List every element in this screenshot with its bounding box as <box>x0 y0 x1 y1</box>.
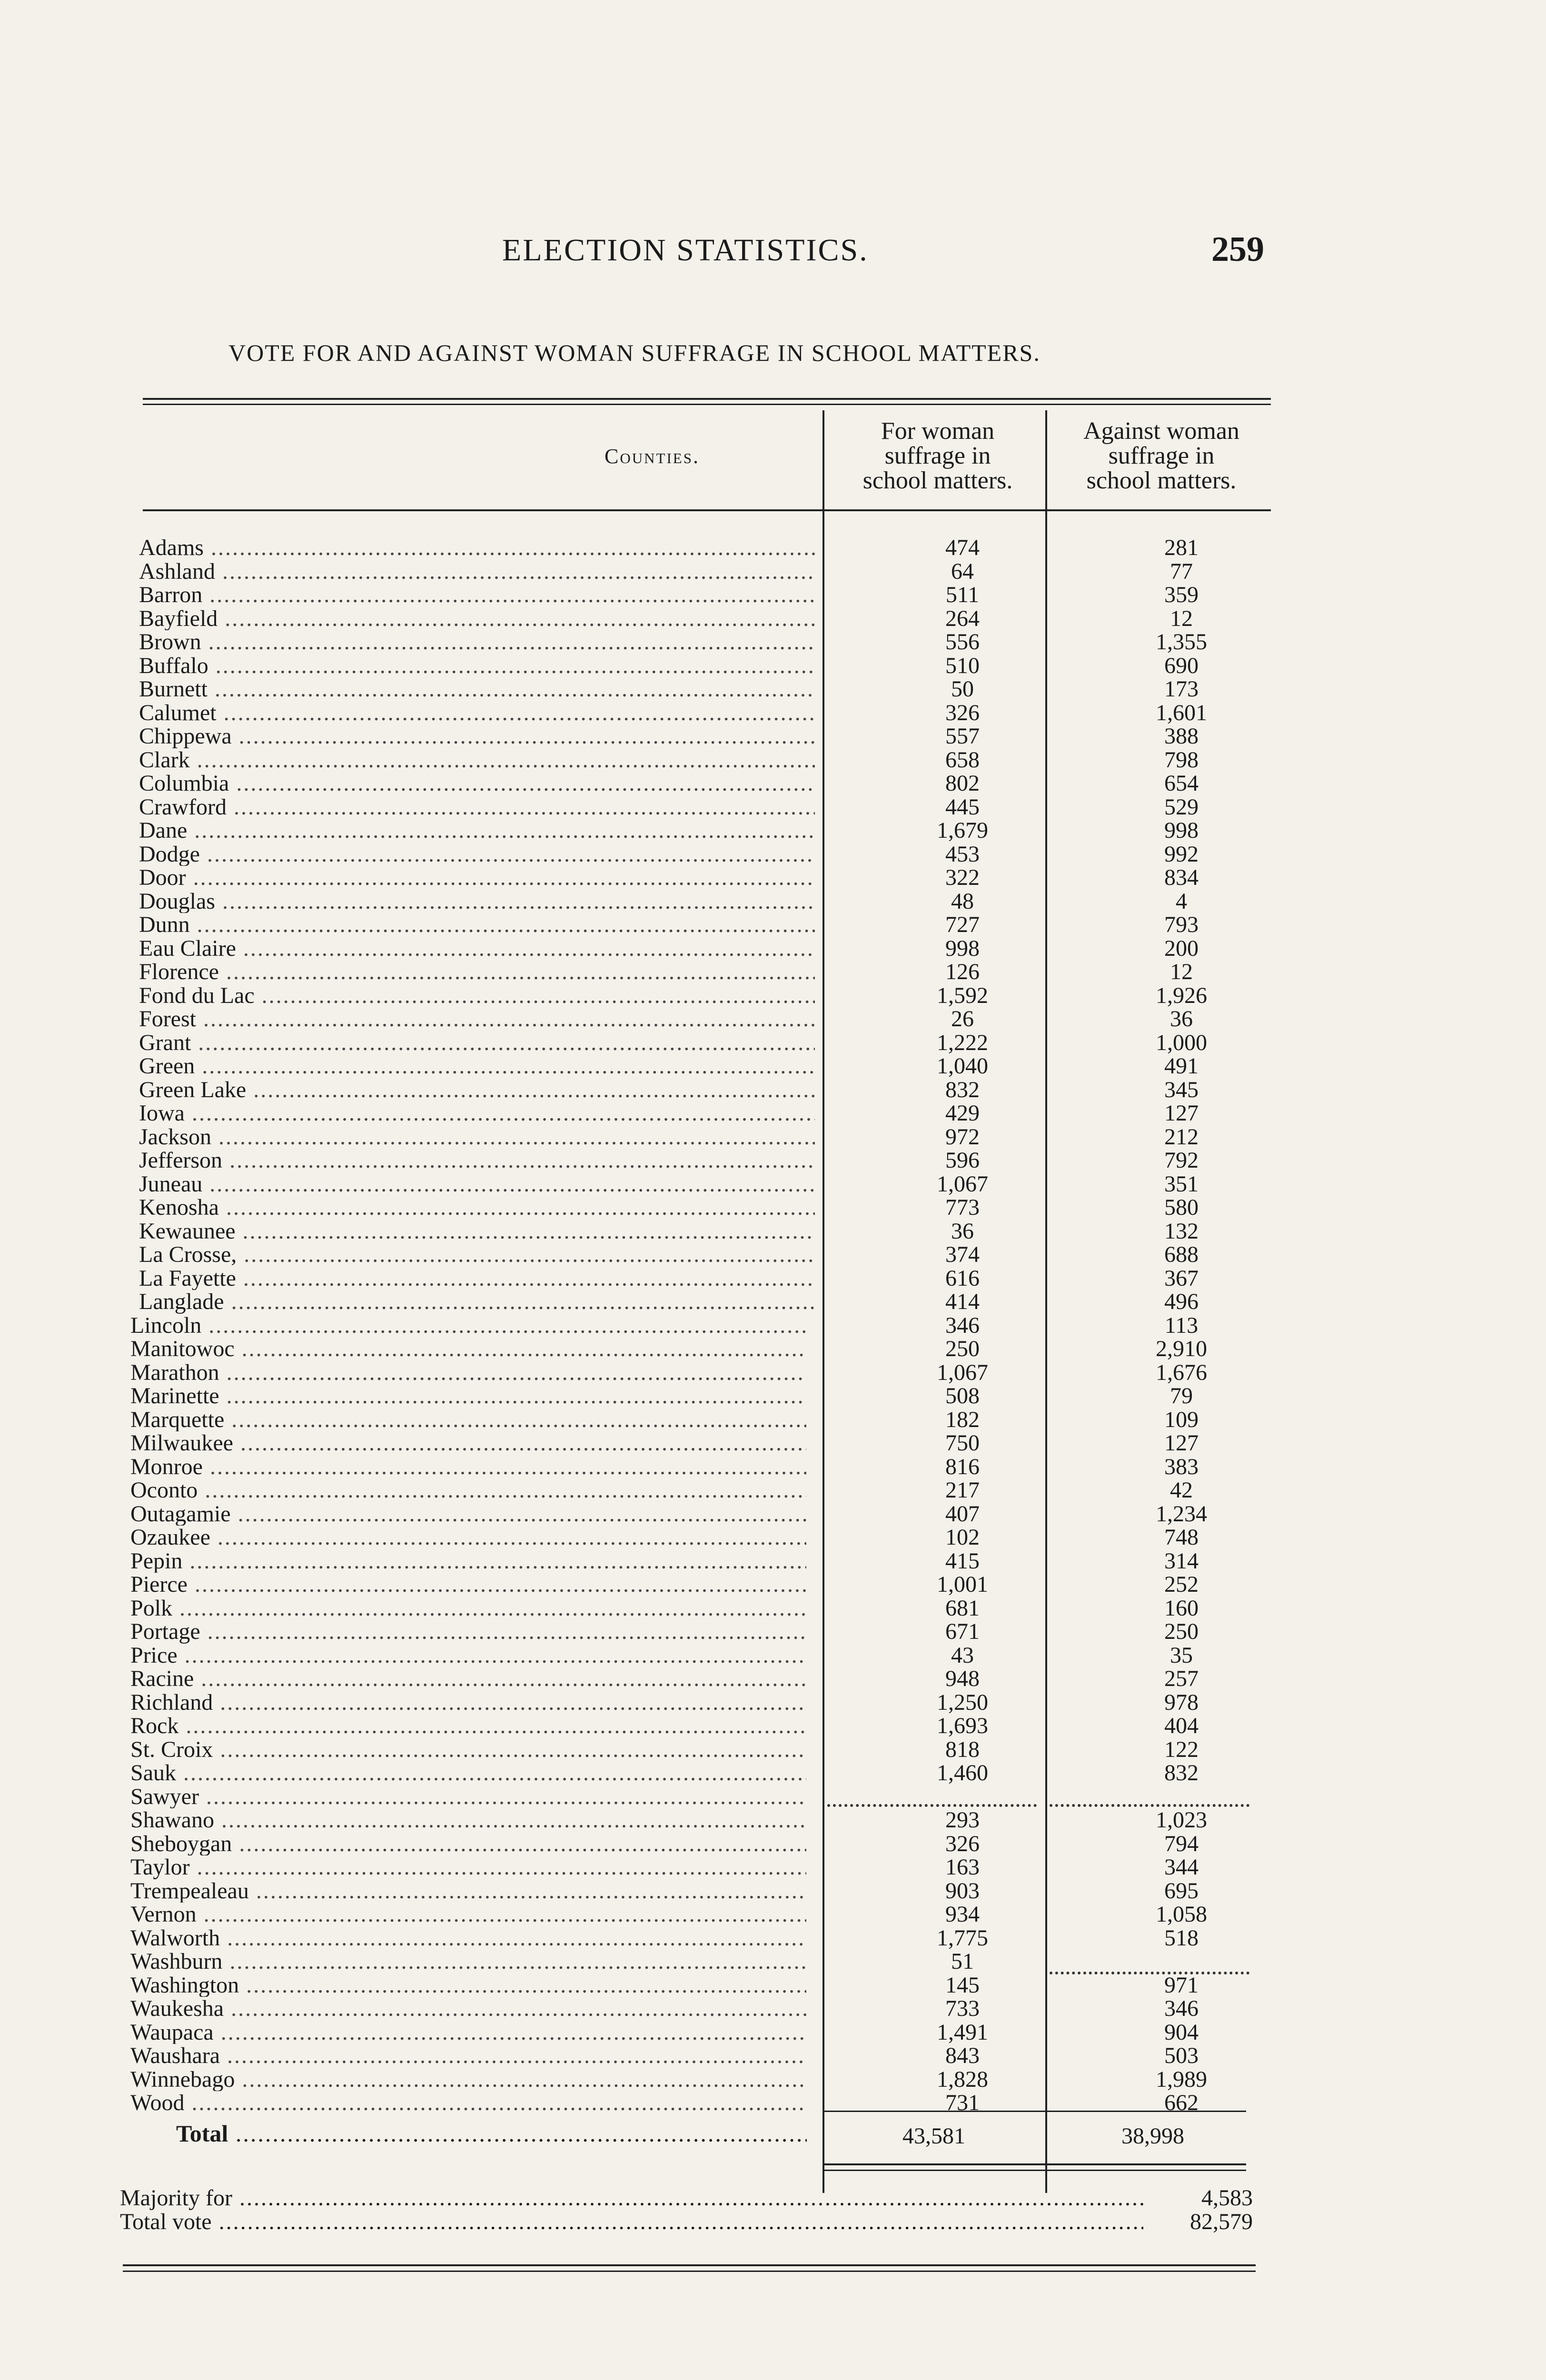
for-votes: 948 <box>945 1666 980 1691</box>
county-name: Langlade ..... <box>139 1290 815 1314</box>
county-name: Walworth ..... <box>130 1926 806 1950</box>
against-votes: 832 <box>1164 1760 1199 1785</box>
against-votes: 345 <box>1164 1077 1199 1102</box>
for-votes: 731 <box>945 2090 980 2115</box>
against-votes: 518 <box>1164 1925 1199 1951</box>
table-row <box>130 1714 1263 1738</box>
for-votes: 64 <box>951 558 974 584</box>
table-row <box>139 819 1272 843</box>
county-name: Columbia ..... <box>139 772 815 795</box>
against-votes: 2,910 <box>1156 1336 1207 1361</box>
for-votes: 453 <box>945 841 980 867</box>
against-votes: 359 <box>1164 582 1199 607</box>
table-row <box>139 630 1272 654</box>
table-row <box>130 1408 1263 1432</box>
column-header-against-line3: school matters. <box>1086 467 1237 494</box>
against-votes: 1,355 <box>1156 629 1207 654</box>
against-votes: 690 <box>1164 653 1199 678</box>
against-votes: 388 <box>1164 724 1199 749</box>
for-votes: 816 <box>945 1454 980 1479</box>
table-row <box>139 1125 1272 1149</box>
county-name: Washington ..... <box>130 1973 806 1997</box>
against-votes: 834 <box>1164 865 1199 890</box>
county-name: Outagamie ..... <box>130 1502 806 1526</box>
against-votes: 36 <box>1170 1006 1193 1031</box>
for-votes: 616 <box>945 1265 980 1291</box>
against-votes: 200 <box>1164 935 1199 961</box>
column-header-for-line3: school matters. <box>862 467 1013 494</box>
county-name: Marathon ..... <box>130 1361 806 1385</box>
column-header-against-line2: suffrage in <box>1108 442 1215 469</box>
against-votes: 252 <box>1164 1572 1199 1597</box>
table-row <box>139 1054 1272 1078</box>
table-row <box>139 607 1272 631</box>
table-row <box>130 1832 1263 1856</box>
for-votes: 293 <box>945 1807 980 1833</box>
page-bottom-rule-thin <box>123 2271 1256 2272</box>
against-votes: 798 <box>1164 747 1199 773</box>
for-votes: 773 <box>945 1195 980 1220</box>
for-votes: 733 <box>945 1996 980 2021</box>
total-top-rule <box>823 2111 1246 2112</box>
against-votes: 695 <box>1164 1878 1199 1904</box>
table-row <box>130 1478 1263 1502</box>
county-name: Waukesha ..... <box>130 1997 806 2021</box>
county-name: Oconto ..... <box>130 1478 806 1502</box>
for-votes: 1,001 <box>937 1572 988 1597</box>
against-votes: 344 <box>1164 1854 1199 1880</box>
against-votes: 503 <box>1164 2043 1199 2068</box>
header-bottom-rule <box>143 509 1271 511</box>
for-votes: 407 <box>945 1501 980 1527</box>
for-votes: 415 <box>945 1548 980 1574</box>
for-votes: 934 <box>945 1902 980 1927</box>
county-name: Shawano ..... <box>130 1808 806 1832</box>
for-votes: 474 <box>945 535 980 560</box>
against-votes: 122 <box>1164 1736 1199 1762</box>
for-votes: 102 <box>945 1525 980 1550</box>
for-votes: 445 <box>945 794 980 820</box>
for-votes: 217 <box>945 1478 980 1503</box>
table-row <box>130 1691 1263 1715</box>
county-name: Juneau ..... <box>139 1172 815 1196</box>
for-votes: 508 <box>945 1383 980 1408</box>
against-votes: 1,989 <box>1156 2066 1207 2092</box>
table-row <box>130 1926 1263 1950</box>
majority-label: Majority for ..... <box>120 2186 1143 2210</box>
against-votes: 1,601 <box>1156 700 1207 725</box>
against-votes: 127 <box>1164 1430 1199 1456</box>
for-votes: 1,067 <box>937 1171 988 1197</box>
table-row <box>130 1455 1263 1479</box>
against-votes: 793 <box>1164 912 1199 937</box>
county-name: Manitowoc ..... <box>130 1337 806 1361</box>
county-name: Ashland ..... <box>139 560 815 584</box>
running-head: ELECTION STATISTICS. <box>502 233 869 268</box>
county-name: Waushara ..... <box>130 2044 806 2068</box>
for-votes: 250 <box>945 1336 980 1361</box>
for-votes: 903 <box>945 1878 980 1904</box>
for-votes: 163 <box>945 1854 980 1880</box>
table-row <box>130 1761 1263 1785</box>
table-row <box>130 1526 1263 1549</box>
county-name: Calumet ..... <box>139 701 815 725</box>
county-name: Portage ..... <box>130 1620 806 1644</box>
for-votes: 832 <box>945 1077 980 1102</box>
against-votes: 496 <box>1164 1289 1199 1314</box>
county-name: Burnett ..... <box>139 677 815 701</box>
for-votes: 557 <box>945 724 980 749</box>
majority-value: 4,583 <box>1201 2185 1253 2211</box>
county-name: Fond du Lac ..... <box>139 984 815 1008</box>
against-votes: 109 <box>1164 1407 1199 1432</box>
total-vote-row <box>120 2210 1253 2234</box>
county-name: Adams ..... <box>139 536 815 560</box>
against-votes: 346 <box>1164 1996 1199 2021</box>
county-name: Kewaunee ..... <box>139 1220 815 1243</box>
total-bottom-rule-thin <box>823 2170 1246 2171</box>
for-votes: 556 <box>945 629 980 654</box>
against-votes: 383 <box>1164 1454 1199 1479</box>
against-votes: 314 <box>1164 1548 1199 1574</box>
against-votes: 1,926 <box>1156 982 1207 1008</box>
table-row <box>139 748 1272 772</box>
for-votes: 264 <box>945 605 980 631</box>
against-votes: 978 <box>1164 1689 1199 1715</box>
county-name: Douglas ..... <box>139 890 815 913</box>
county-name: Vernon ..... <box>130 1903 806 1926</box>
county-name: Pierce ..... <box>130 1573 806 1597</box>
sawyer-against-blank <box>1050 1804 1249 1807</box>
against-votes: 212 <box>1164 1124 1199 1150</box>
county-name: Eau Claire ..... <box>139 937 815 961</box>
county-name: Washburn ..... <box>130 1950 806 1973</box>
county-name: Dunn ..... <box>139 913 815 937</box>
county-name: La Crosse, ..... <box>139 1243 815 1267</box>
for-votes: 145 <box>945 1972 980 1998</box>
county-name: Clark ..... <box>139 748 815 772</box>
total-vote-value: 82,579 <box>1190 2209 1253 2234</box>
table-row <box>130 1973 1263 1997</box>
page-number: 259 <box>1211 230 1264 269</box>
table-row <box>139 1172 1272 1196</box>
for-votes: 671 <box>945 1619 980 1644</box>
table-row <box>130 1620 1263 1644</box>
against-votes: 160 <box>1164 1595 1199 1621</box>
for-votes: 326 <box>945 1831 980 1856</box>
against-votes: 281 <box>1164 535 1199 560</box>
against-votes: 113 <box>1164 1312 1199 1338</box>
against-votes: 529 <box>1164 794 1199 820</box>
county-name: Door ..... <box>139 866 815 890</box>
against-votes: 404 <box>1164 1713 1199 1738</box>
county-name: Brown ..... <box>139 630 815 654</box>
table-row <box>139 1290 1272 1314</box>
table-row <box>130 1950 1263 1973</box>
county-name: Jefferson ..... <box>139 1149 815 1172</box>
county-name: Forest ..... <box>139 1007 815 1031</box>
county-name: Marquette ..... <box>130 1408 806 1432</box>
table-row <box>139 1031 1272 1055</box>
against-votes: 992 <box>1164 841 1199 867</box>
table-row <box>130 1997 1263 2021</box>
for-votes: 596 <box>945 1148 980 1173</box>
table-row <box>130 1903 1263 1926</box>
table-row <box>139 772 1272 795</box>
table-row <box>130 1644 1263 1667</box>
table-top-rule <box>143 398 1271 400</box>
table-row <box>139 866 1272 890</box>
table-row <box>130 1573 1263 1597</box>
for-votes: 1,460 <box>937 1760 988 1785</box>
county-name: Kenosha ..... <box>139 1196 815 1220</box>
table-row <box>139 890 1272 913</box>
county-name: Sheboygan ..... <box>130 1832 806 1856</box>
for-votes: 322 <box>945 865 980 890</box>
county-name: Green Lake ..... <box>139 1078 815 1102</box>
table-row <box>130 1808 1263 1832</box>
against-votes: 491 <box>1164 1053 1199 1079</box>
county-name: Dane ..... <box>139 819 815 843</box>
table-row <box>130 1879 1263 1903</box>
table-row <box>130 1738 1263 1762</box>
against-votes: 367 <box>1164 1265 1199 1291</box>
county-name: Trempealeau ..... <box>130 1879 806 1903</box>
for-votes: 1,592 <box>937 982 988 1008</box>
county-name: Marinette ..... <box>130 1384 806 1408</box>
table-row <box>139 701 1272 725</box>
for-votes: 374 <box>945 1242 980 1267</box>
for-votes: 126 <box>945 959 980 984</box>
table-row <box>139 536 1272 560</box>
county-name: Racine ..... <box>130 1667 806 1691</box>
for-votes: 681 <box>945 1595 980 1621</box>
against-votes: 794 <box>1164 1831 1199 1856</box>
for-votes: 1,040 <box>937 1053 988 1079</box>
county-name: Ozaukee ..... <box>130 1526 806 1549</box>
county-name: Jackson ..... <box>139 1125 815 1149</box>
against-votes: 12 <box>1170 959 1193 984</box>
for-votes: 182 <box>945 1407 980 1432</box>
county-name: Iowa ..... <box>139 1101 815 1125</box>
for-votes: 36 <box>951 1218 974 1244</box>
for-votes: 802 <box>945 771 980 796</box>
against-votes: 12 <box>1170 605 1193 631</box>
county-name: Sawyer ..... <box>130 1785 806 1809</box>
table-row <box>130 1337 1263 1361</box>
county-name: Price ..... <box>130 1644 806 1667</box>
for-votes: 511 <box>945 582 980 607</box>
against-votes: 1,676 <box>1156 1359 1207 1385</box>
against-votes: 1,000 <box>1156 1030 1207 1055</box>
against-votes: 688 <box>1164 1242 1199 1267</box>
table-row <box>139 795 1272 819</box>
county-name: Taylor ..... <box>130 1855 806 1879</box>
county-name: Rock ..... <box>130 1714 806 1738</box>
against-votes: 250 <box>1164 1619 1199 1644</box>
table-row <box>130 1549 1263 1573</box>
table-row <box>130 1361 1263 1385</box>
for-votes: 1,222 <box>937 1030 988 1055</box>
against-votes: 127 <box>1164 1101 1199 1126</box>
county-name: Chippewa ..... <box>139 724 815 748</box>
for-votes: 658 <box>945 747 980 773</box>
total-label: Total ..... <box>176 2120 807 2147</box>
against-votes: 1,058 <box>1156 1902 1207 1927</box>
table-row <box>139 654 1272 678</box>
for-votes: 998 <box>945 935 980 961</box>
against-votes: 35 <box>1170 1642 1193 1668</box>
against-votes: 654 <box>1164 771 1199 796</box>
against-votes: 351 <box>1164 1171 1199 1197</box>
for-votes: 1,679 <box>937 818 988 843</box>
for-votes: 326 <box>945 700 980 725</box>
column-header-against-line1: Against woman <box>1083 417 1239 445</box>
table-row <box>130 2021 1263 2044</box>
county-name: Grant ..... <box>139 1031 815 1055</box>
against-votes: 1,234 <box>1156 1501 1207 1527</box>
table-row <box>130 1855 1263 1879</box>
against-votes: 998 <box>1164 818 1199 843</box>
table-row <box>139 937 1272 961</box>
against-votes: 748 <box>1164 1525 1199 1550</box>
county-name: Green ..... <box>139 1054 815 1078</box>
against-votes: 77 <box>1170 558 1193 584</box>
for-votes: 1,828 <box>937 2066 988 2092</box>
table-row <box>130 2044 1263 2068</box>
against-votes: 662 <box>1164 2090 1199 2115</box>
county-name: Buffalo ..... <box>139 654 815 678</box>
county-name: Winnebago ..... <box>130 2068 806 2092</box>
county-name: Milwaukee ..... <box>130 1431 806 1455</box>
county-name: Polk ..... <box>130 1597 806 1620</box>
table-row <box>130 1667 1263 1691</box>
county-name: Lincoln ..... <box>130 1314 806 1338</box>
table-row <box>139 1220 1272 1243</box>
county-name: La Fayette ..... <box>139 1267 815 1290</box>
table-row <box>139 1267 1272 1290</box>
table-row <box>139 913 1272 937</box>
against-votes: 904 <box>1164 2019 1199 2045</box>
column-header-for-line1: For woman <box>881 417 995 445</box>
against-votes: 132 <box>1164 1218 1199 1244</box>
table-row <box>130 1384 1263 1408</box>
table-row <box>130 1502 1263 1526</box>
for-votes: 972 <box>945 1124 980 1150</box>
column-header-counties: Counties. <box>605 445 700 468</box>
table-row <box>139 1078 1272 1102</box>
table-row <box>130 1314 1263 1338</box>
for-votes: 1,067 <box>937 1359 988 1385</box>
for-votes: 50 <box>951 676 974 702</box>
table-row <box>139 1196 1272 1220</box>
column-header-for <box>831 419 1045 493</box>
for-votes: 750 <box>945 1430 980 1456</box>
table-top-rule-thin <box>143 404 1271 405</box>
against-votes: 580 <box>1164 1195 1199 1220</box>
for-votes: 48 <box>951 888 974 914</box>
for-votes: 843 <box>945 2043 980 2068</box>
table-row <box>139 1149 1272 1172</box>
table-row <box>139 560 1272 584</box>
county-name: St. Croix ..... <box>130 1738 806 1762</box>
for-votes: 26 <box>951 1006 974 1031</box>
against-votes: 42 <box>1170 1478 1193 1503</box>
table-row <box>139 843 1272 866</box>
table-row <box>139 724 1272 748</box>
for-votes: 51 <box>951 1949 974 1974</box>
table-row <box>139 960 1272 984</box>
against-votes: 4 <box>1176 888 1187 914</box>
for-votes: 818 <box>945 1736 980 1762</box>
against-votes: 79 <box>1170 1383 1193 1408</box>
total-vote-label: Total vote ..... <box>120 2210 1143 2234</box>
against-votes: 792 <box>1164 1148 1199 1173</box>
for-votes: 429 <box>945 1101 980 1126</box>
column-header-against <box>1052 419 1271 493</box>
total-for-value: 43,581 <box>902 2123 965 2149</box>
for-votes: 43 <box>951 1642 974 1668</box>
county-name: Bayfield ..... <box>139 607 815 631</box>
for-votes: 414 <box>945 1289 980 1314</box>
table-row <box>139 1007 1272 1031</box>
column-header-for-line2: suffrage in <box>884 442 991 469</box>
county-name: Crawford ..... <box>139 795 815 819</box>
table-row <box>139 677 1272 701</box>
washburn-against-blank <box>1050 1972 1249 1974</box>
county-name: Barron ..... <box>139 583 815 607</box>
majority-row <box>120 2186 1253 2210</box>
table-row <box>139 1243 1272 1267</box>
table-row <box>139 583 1272 607</box>
table-row <box>130 1431 1263 1455</box>
for-votes: 1,250 <box>937 1689 988 1715</box>
county-name: Monroe ..... <box>130 1455 806 1479</box>
table-row <box>139 984 1272 1008</box>
county-name: Wood ..... <box>130 2091 806 2115</box>
against-votes: 173 <box>1164 676 1199 702</box>
total-bottom-rule <box>823 2163 1246 2165</box>
for-votes: 346 <box>945 1312 980 1338</box>
for-votes: 1,491 <box>937 2019 988 2045</box>
county-name: Richland ..... <box>130 1691 806 1715</box>
county-name: Florence ..... <box>139 960 815 984</box>
for-votes: 1,693 <box>937 1713 988 1738</box>
county-name: Sauk ..... <box>130 1761 806 1785</box>
county-name: Dodge ..... <box>139 843 815 866</box>
for-votes: 1,775 <box>937 1925 988 1951</box>
table-row <box>139 1101 1272 1125</box>
sawyer-for-blank <box>827 1804 1037 1807</box>
county-name: Waupaca ..... <box>130 2021 806 2044</box>
against-votes: 257 <box>1164 1666 1199 1691</box>
for-votes: 510 <box>945 653 980 678</box>
table-row <box>130 1597 1263 1620</box>
page-bottom-rule <box>123 2264 1256 2266</box>
against-votes: 1,023 <box>1156 1807 1207 1833</box>
against-votes: 971 <box>1164 1972 1199 1998</box>
table-title: VOTE FOR AND AGAINST WOMAN SUFFRAGE IN SCHOOL MATTERS. <box>228 339 1041 366</box>
total-against-value: 38,998 <box>1121 2123 1184 2149</box>
for-votes: 727 <box>945 912 980 937</box>
table-row <box>130 2068 1263 2092</box>
county-name: Pepin ..... <box>130 1549 806 1573</box>
